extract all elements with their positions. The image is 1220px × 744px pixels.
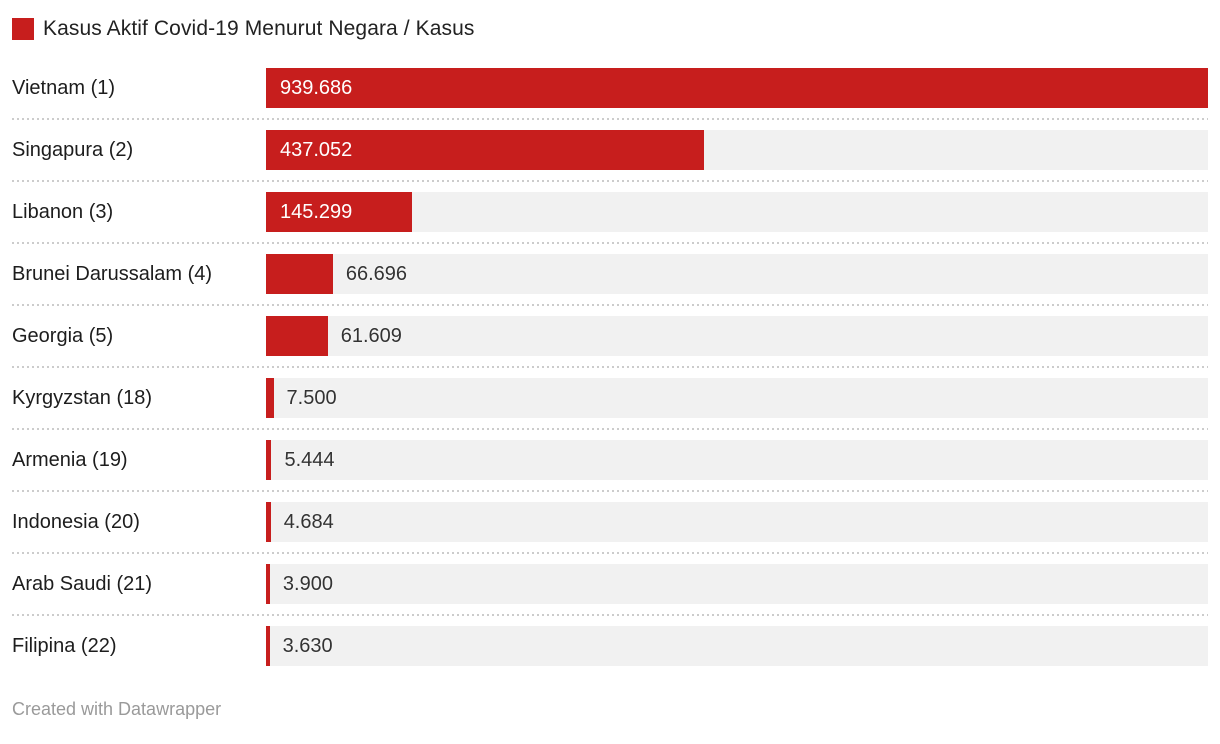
- bar: [266, 564, 270, 604]
- bar: [266, 626, 270, 666]
- chart-title: Kasus Aktif Covid-19 Menurut Negara / Kasus: [43, 17, 475, 40]
- bar-track: [266, 626, 1208, 666]
- chart-header: [12, 0, 1208, 42]
- category-label: Georgia (5): [12, 324, 114, 347]
- bar-row: [12, 491, 1208, 553]
- category-label: Brunei Darussalam (4): [12, 262, 213, 285]
- bar: [266, 316, 328, 356]
- bar-track: [266, 564, 1208, 604]
- bar-track: [266, 440, 1208, 480]
- bar-row: [12, 119, 1208, 181]
- value-label: 939.686: [280, 77, 353, 99]
- category-label: Indonesia (20): [12, 510, 140, 533]
- bar-track: [266, 130, 1208, 170]
- bar-track: [266, 378, 1208, 418]
- bar-row: [12, 181, 1208, 243]
- bar-row: [12, 243, 1208, 305]
- category-label: Arab Saudi (21): [12, 572, 153, 595]
- value-label: 7.500: [286, 387, 337, 409]
- category-label: Singapura (2): [12, 138, 134, 161]
- bar: [266, 68, 1208, 108]
- datawrapper-attribution-link[interactable]: Created with Datawrapper: [12, 699, 222, 719]
- bar-track: [266, 502, 1208, 542]
- legend-swatch: [12, 18, 34, 40]
- bar-track: [266, 316, 1208, 356]
- bar-chart: [12, 57, 1208, 677]
- bar-row: [12, 367, 1208, 429]
- value-label: 5.444: [284, 449, 335, 471]
- bar: [266, 378, 274, 418]
- category-label: Armenia (19): [12, 448, 128, 471]
- bar-track: [266, 254, 1208, 294]
- bar: [266, 254, 333, 294]
- bar: [266, 502, 271, 542]
- bar-row: [12, 553, 1208, 615]
- value-label: 3.900: [282, 573, 333, 595]
- category-label: Filipina (22): [12, 634, 117, 657]
- bar-row: [12, 429, 1208, 491]
- category-label: Vietnam (1): [12, 76, 116, 99]
- value-label: 145.299: [280, 201, 353, 223]
- value-label: 66.696: [345, 263, 408, 285]
- category-label: Libanon (3): [12, 200, 114, 223]
- bar-row: [12, 57, 1208, 119]
- bar-track: [266, 68, 1208, 108]
- bar-row: [12, 305, 1208, 367]
- category-label: Kyrgyzstan (18): [12, 386, 153, 409]
- value-label: 61.609: [340, 325, 402, 347]
- bar: [266, 440, 271, 480]
- value-label: 437.052: [280, 139, 353, 161]
- bar-row: [12, 615, 1208, 677]
- chart-footer: [12, 699, 1208, 720]
- bar-track: [266, 192, 1208, 232]
- value-label: 3.630: [282, 635, 333, 657]
- value-label: 4.684: [283, 511, 334, 533]
